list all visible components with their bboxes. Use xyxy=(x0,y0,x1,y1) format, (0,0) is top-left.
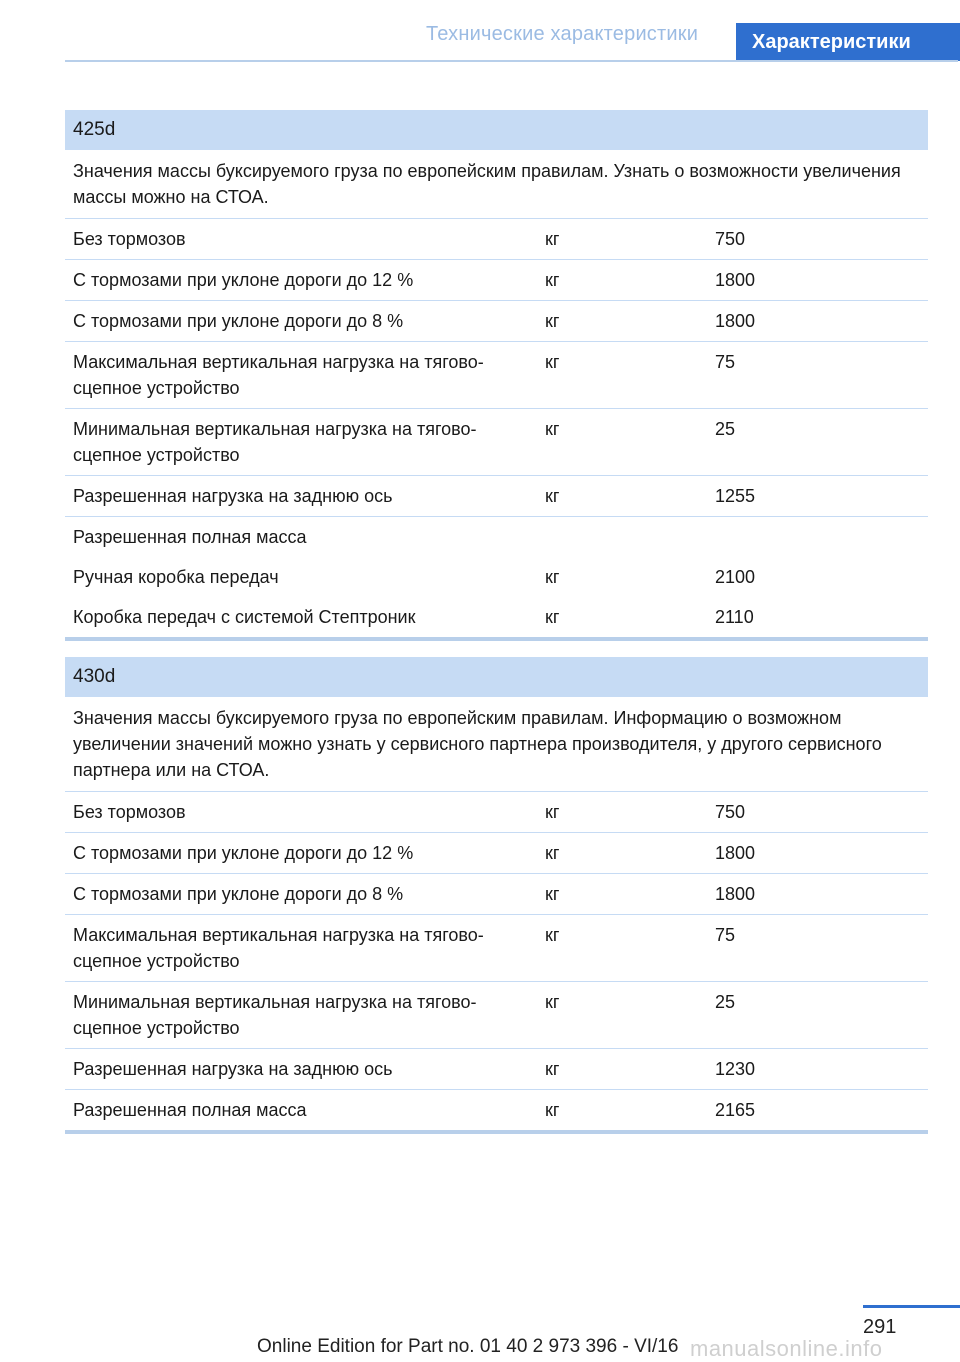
row-unit: кг xyxy=(545,802,560,822)
towing-table-425d xyxy=(65,110,928,641)
row-label: Без тормозов xyxy=(73,229,186,249)
row-value: 2110 xyxy=(715,607,754,627)
row-unit: кг xyxy=(545,270,560,290)
row-label: С тормозами при уклоне дороги до 12 % xyxy=(73,270,414,290)
row-label: С тормозами при уклоне дороги до 12 % xyxy=(73,843,414,863)
table-row xyxy=(65,301,928,342)
row-unit: кг xyxy=(545,925,560,945)
row-value: 1255 xyxy=(715,486,756,506)
table-row xyxy=(65,874,928,915)
row-unit: кг xyxy=(545,352,560,372)
table-row xyxy=(65,1049,928,1090)
table-row xyxy=(65,517,928,557)
row-label: Минимальная вертикальная нагрузка на тягово-сцепное устройство xyxy=(73,419,477,465)
row-value: 1800 xyxy=(715,270,756,290)
row-label: Разрешенная нагрузка на заднюю ось xyxy=(73,486,393,506)
header-rule xyxy=(65,60,958,62)
row-label: Разрешенная полная масса xyxy=(73,527,307,547)
header-chapter-tab: Характеристики xyxy=(736,23,942,61)
table-row xyxy=(65,597,928,637)
row-label: С тормозами при уклоне дороги до 8 % xyxy=(73,311,404,331)
table-row xyxy=(65,219,928,260)
row-value xyxy=(715,517,928,557)
row-unit: кг xyxy=(545,311,560,331)
table-row xyxy=(65,260,928,301)
page-number-rule xyxy=(863,1305,960,1308)
table-row xyxy=(65,1090,928,1130)
table-model-heading: 425d xyxy=(65,110,928,150)
row-unit: кг xyxy=(545,843,560,863)
row-value: 75 xyxy=(715,925,736,945)
table-row xyxy=(65,409,928,476)
table-description: Значения массы буксируемого груза по европейским правилам. Информацию о возможном увеличении значений можно узнать у сервисного партнера производителя, у другого сервисного партнера или на СТОА. xyxy=(65,697,928,792)
row-unit: кг xyxy=(545,992,560,1012)
table-row xyxy=(65,833,928,874)
row-label: Минимальная вертикальная нагрузка на тягово-сцепное устройство xyxy=(73,992,477,1038)
header-chapter-tab-edge xyxy=(942,23,960,61)
row-unit: кг xyxy=(545,1100,560,1120)
row-unit: кг xyxy=(545,567,560,587)
row-label: Максимальная вертикальная нагрузка на тягово-сцепное устройство xyxy=(73,925,484,971)
row-label: Разрешенная нагрузка на заднюю ось xyxy=(73,1059,393,1079)
row-value: 1230 xyxy=(715,1059,756,1079)
table-row xyxy=(65,557,928,597)
row-value: 75 xyxy=(715,352,736,372)
table-description: Значения массы буксируемого груза по европейским правилам. Узнать о возможности увеличения массы можно на СТОА. xyxy=(65,150,928,219)
table-row xyxy=(65,792,928,833)
table-row xyxy=(65,915,928,982)
row-unit: кг xyxy=(545,229,560,249)
row-unit: кг xyxy=(545,486,560,506)
table-row xyxy=(65,342,928,409)
row-label: Разрешенная полная масса xyxy=(73,1100,307,1120)
towing-table-430d xyxy=(65,657,928,1134)
page-number: 291 xyxy=(863,1316,897,1338)
table-row xyxy=(65,476,928,517)
row-label: Ручная коробка передач xyxy=(73,567,279,587)
row-unit: кг xyxy=(545,419,560,439)
table-model-heading: 430d xyxy=(65,657,928,697)
table-row xyxy=(65,982,928,1049)
row-label: С тормозами при уклоне дороги до 8 % xyxy=(73,884,404,904)
row-value: 750 xyxy=(715,229,746,249)
header-section-title: Технические характеристики xyxy=(426,23,699,45)
row-value: 1800 xyxy=(715,311,756,331)
row-label: Без тормозов xyxy=(73,802,186,822)
row-value: 1800 xyxy=(715,884,756,904)
row-value: 2165 xyxy=(715,1100,756,1120)
table-bottom-rule xyxy=(65,1130,928,1134)
row-unit: кг xyxy=(545,607,560,627)
row-value: 25 xyxy=(715,419,736,439)
table-bottom-rule xyxy=(65,637,928,641)
row-unit: кг xyxy=(545,1059,560,1079)
watermark: manualsonline.info xyxy=(690,1336,883,1361)
row-value: 25 xyxy=(715,992,736,1012)
row-unit xyxy=(545,517,715,557)
row-value: 1800 xyxy=(715,843,756,863)
row-value: 2100 xyxy=(715,567,756,587)
row-label: Коробка передач с системой Стептроник xyxy=(73,607,416,627)
row-label: Максимальная вертикальная нагрузка на тягово-сцепное устройство xyxy=(73,352,484,398)
edition-footer: Online Edition for Part no. 01 40 2 973 396 - VI/16 xyxy=(257,1336,679,1357)
row-unit: кг xyxy=(545,884,560,904)
row-value: 750 xyxy=(715,802,746,822)
